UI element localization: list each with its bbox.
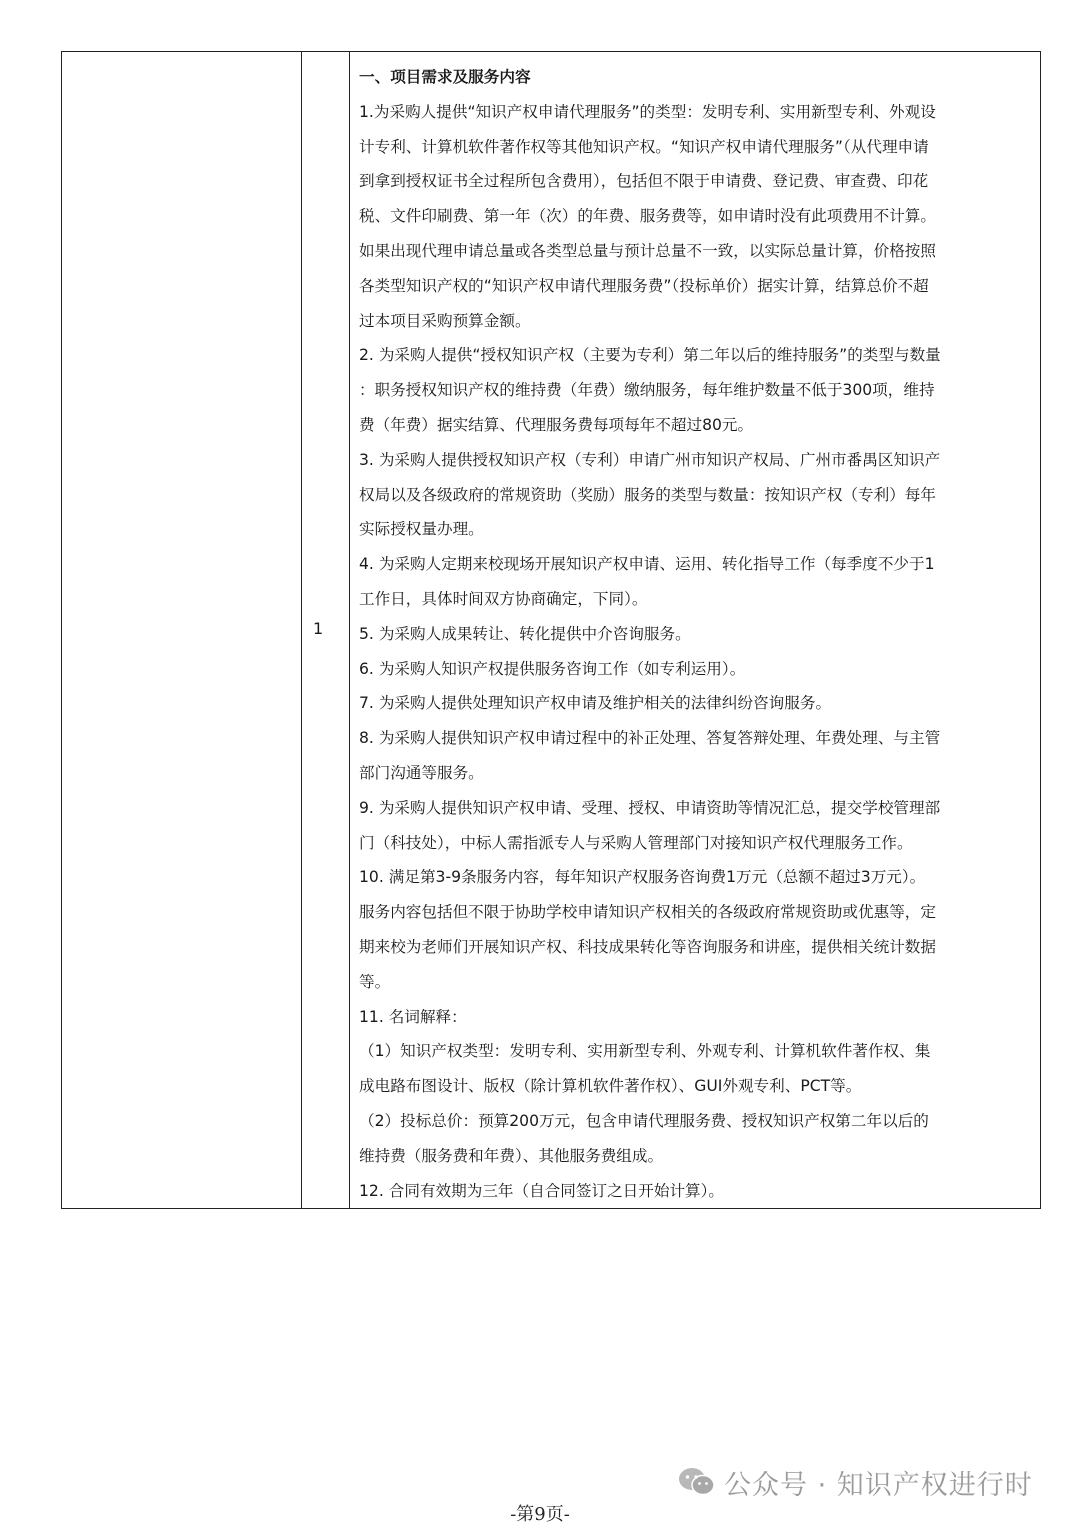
text-line: ：职务授权知识产权的维持费（年费）缴纳服务，每年维护数量不低于300项，维持 — [359, 381, 935, 400]
text-line: 服务内容包括但不限于协助学校申请知识产权相关的各级政府常规资助或优惠等，定 — [359, 903, 936, 922]
text-line: 8. 为采购人提供知识产权申请过程中的补正处理、答复答辩处理、年费处理、与主管 — [359, 729, 941, 748]
text-line: 12. 合同有效期为三年（自合同签订之日开始计算）。 — [359, 1181, 725, 1200]
text-line: 成电路布图设计、版权（除计算机软件著作权）、GUI外观专利、PCT等。 — [359, 1077, 862, 1096]
text-line: 费（年费）据实结算、代理服务费每项每年不超过80元。 — [359, 415, 754, 434]
text-line: 到拿到授权证书全过程所包含费用），包括但不限于申请费、登记费、审查费、印花 — [359, 172, 929, 191]
text-line: 9. 为采购人提供知识产权申请、受理、授权、申请资助等情况汇总，提交学校管理部 — [359, 798, 941, 817]
watermark-text: 公众号 · 知识产权进行时 — [724, 1469, 1033, 1501]
empty-cell — [62, 52, 302, 1209]
text-line: 工作日，具体时间双方协商确定，下同）。 — [359, 589, 648, 608]
text-line: 门（科技处），中标人需指派专人与采购人管理部门对接知识产权代理服务工作。 — [359, 833, 913, 852]
table-row — [62, 52, 1041, 1209]
text-line: 5. 为采购人成果转让、转化提供中介咨询服务。 — [359, 624, 691, 643]
text-line: 计专利、计算机软件著作权等其他知识产权。“知识产权申请代理服务”（从代理申请 — [359, 137, 929, 156]
text-line: 3. 为采购人提供授权知识产权（专利）申请广州市知识产权局、广州市番禺区知识产 — [359, 450, 941, 469]
sequence-number: 1 — [313, 619, 324, 638]
text-line: 如果出现代理申请总量或各类型总量与预计总量不一致，以实际总量计算，价格按照 — [359, 241, 936, 260]
watermark — [678, 1462, 1033, 1502]
page-number: -第9页- — [510, 1504, 570, 1525]
text-line: 7. 为采购人提供处理知识产权申请及维护相关的法律纠纷咨询服务。 — [359, 694, 832, 713]
text-line: 10. 满足第3-9条服务内容，每年知识产权服务咨询费1万元（总额不超过3万元）。 — [359, 868, 926, 887]
text-line: 过本项目采购预算金额。 — [359, 311, 531, 330]
section-heading: 一、项目需求及服务内容 — [359, 68, 531, 86]
text-line: 各类型知识产权的“知识产权申请代理服务费”（投标单价）据实计算，结算总价不超 — [359, 276, 929, 295]
text-line: 权局以及各级政府的常规资助（奖励）服务的类型与数量：按知识产权（专利）每年 — [359, 485, 936, 504]
sequence-cell — [302, 52, 350, 1209]
text-line: 2. 为采购人提供“授权知识产权（主要为专利）第二年以后的维持服务”的类型与数量 — [359, 346, 941, 365]
wechat-icon — [678, 1466, 716, 1498]
text-line: 4. 为采购人定期来校现场开展知识产权申请、运用、转化指导工作（每季度不少于1 — [359, 555, 935, 574]
content-cell — [350, 52, 1041, 1209]
text-line: 11. 名词解释： — [359, 1007, 467, 1026]
text-line: 税、文件印刷费、第一年（次）的年费、服务费等，如申请时没有此项费用不计算。 — [359, 207, 936, 226]
text-line: （2）投标总价：预算200万元，包含申请代理服务费、授权知识产权第二年以后的 — [359, 1111, 929, 1130]
text-line: 期来校为老师们开展知识产权、科技成果转化等咨询服务和讲座，提供相关统计数据 — [359, 937, 936, 956]
text-line: 等。 — [359, 972, 391, 991]
text-line: 1.为采购人提供“知识产权申请代理服务”的类型：发明专利、实用新型专利、外观设 — [359, 102, 936, 121]
text-line: 部门沟通等服务。 — [359, 763, 484, 782]
text-line: （1）知识产权类型：发明专利、实用新型专利、外观专利、计算机软件著作权、集 — [359, 1042, 931, 1061]
text-line: 6. 为采购人知识产权提供服务咨询工作（如专利运用）。 — [359, 659, 746, 678]
text-line: 维持费（服务费和年费）、其他服务费组成。 — [359, 1146, 664, 1165]
requirements-table — [61, 51, 1041, 1209]
text-line: 实际授权量办理。 — [359, 520, 484, 539]
